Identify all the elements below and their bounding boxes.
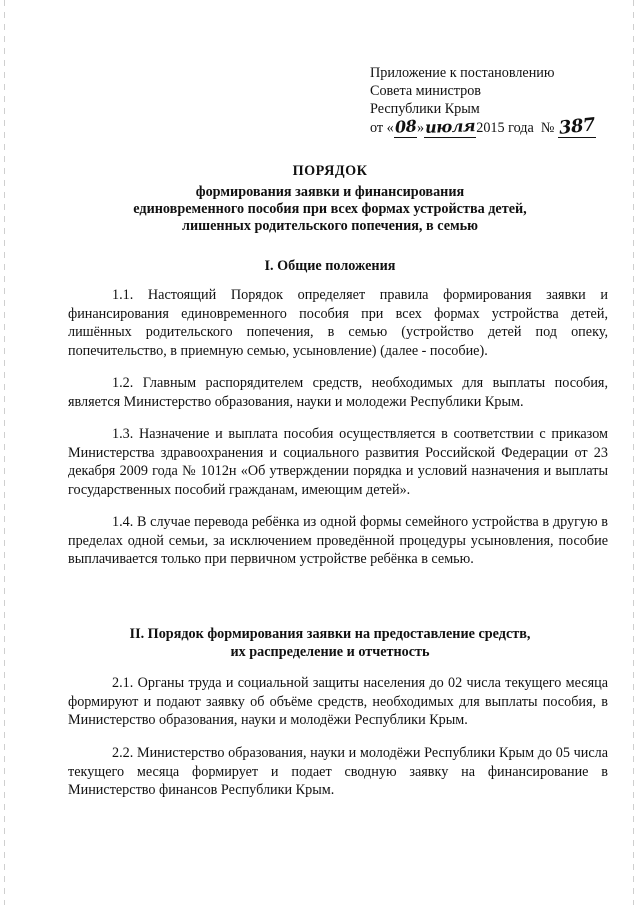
page-edge-right [633, 0, 634, 905]
date-prefix: от « [370, 120, 394, 136]
number-field [557, 114, 597, 139]
paragraph-2-1: 2.1. Органы труда и социальной защиты населения до 02 числа текущего месяца формируют и подают заявку об объёме средств, необходимых для выплаты пособия, в Министерство образования, науки и молодёжи Республики Крым. [68, 675, 608, 728]
date-month: июля [424, 116, 476, 137]
appendix-line-1: Приложение к постановлению [370, 65, 555, 81]
title-heading: ПОРЯДОК [292, 163, 368, 179]
section-1-title: I. Общие положения [264, 258, 396, 274]
section-2-title-line-2: их распределение и отчетность [230, 644, 430, 660]
appendix-line-2: Совета министров [370, 83, 481, 99]
paragraph-1-2: 1.2. Главным распорядителем средств, необходимых для выплаты пособия, является Министерство образования, науки и молодежи Республики Крым. [68, 375, 608, 410]
date-day-field [394, 118, 417, 138]
decree-number: 387 [557, 114, 597, 139]
appendix-line-3: Республики Крым [370, 101, 480, 117]
paragraph-2-2: 2.2. Министерство образования, науки и молодёжи Республики Крым до 05 числа текущего месяца формирует и подает сводную заявку на финансирование в Министерство финансов Республики Крым. [68, 745, 608, 798]
title-line-1: формирования заявки и финансирования [195, 184, 465, 200]
date-month-field [424, 118, 476, 138]
paragraph-1-4: 1.4. В случае перевода ребёнка из одной формы семейного устройства в другую в пределах одной семьи, за исключением проведённой процедуры усыновления, пособие выплачивается только при первичном устройстве ребёнка в семью. [68, 514, 608, 567]
section-2-title-line-1: II. Порядок формирования заявки на предоставление средств, [129, 626, 531, 642]
document-title [60, 163, 600, 235]
page-edge-left [4, 0, 5, 905]
number-prefix: № [540, 120, 555, 136]
date-year: 2015 года [476, 120, 534, 136]
title-line-3: лишенных родительского попечения, в семью [181, 218, 479, 234]
date-day: 08 [394, 116, 417, 137]
paragraph-1-3: 1.3. Назначение и выплата пособия осуществляется в соответствии с приказом Министерства здравоохранения и социального развития Российской Федерации от 23 декабря 2009 года № 1012н «Об утверждении порядка и условий назначения и выплаты государственных пособий гражданам, имеющим детей». [68, 426, 608, 498]
appendix-header [370, 64, 596, 138]
title-line-2: единовременного пособия при всех формах устройства детей, [133, 201, 527, 217]
section-2-title [60, 625, 600, 661]
appendix-date-line [370, 114, 597, 139]
paragraph-1-1: 1.1. Настоящий Порядок определяет правила формирования заявки и финансирования единовременного пособия при всех формах устройства детей, лишённых родительского попечения, в семью (устройство детей под опеку, попечительство, в приемную семью, усыновление) (далее - пособие). [68, 287, 608, 359]
date-mid: » [417, 120, 425, 136]
